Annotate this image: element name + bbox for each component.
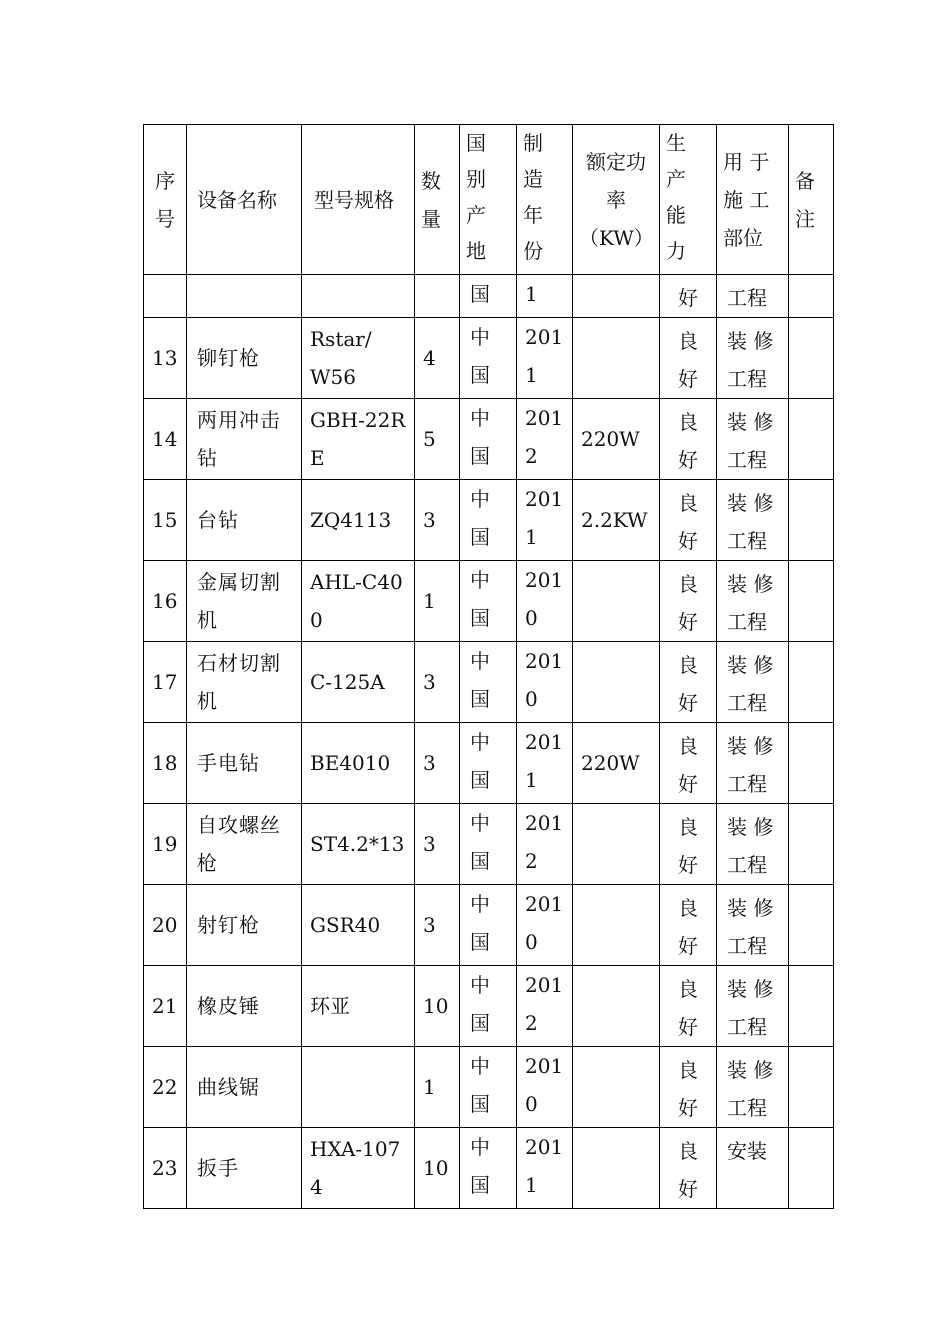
cell-qty: 3 [415, 885, 460, 966]
cell-seq: 19 [144, 804, 187, 885]
cell-year: 201 0 [517, 561, 573, 642]
cell-power [573, 642, 660, 723]
header-name: 设备名称 [187, 125, 302, 275]
cell-usage: 装 修 工程 [717, 723, 789, 804]
table-row [144, 275, 834, 318]
cell-name [187, 275, 302, 318]
cell-power: 220W [573, 399, 660, 480]
cell-usage: 工程 [717, 275, 789, 318]
cell-power [573, 885, 660, 966]
cell-seq: 14 [144, 399, 187, 480]
cell-name: 金属切割 机 [187, 561, 302, 642]
cell-note [789, 480, 834, 561]
cell-name: 石材切割 机 [187, 642, 302, 723]
cell-origin: 中 国 [460, 804, 517, 885]
cell-note [789, 723, 834, 804]
cell-origin: 中 国 [460, 480, 517, 561]
header-year: 制 造 年 份 [517, 125, 573, 275]
cell-seq: 23 [144, 1128, 187, 1209]
cell-capacity: 良 好 [660, 1128, 717, 1209]
header-model: 型号规格 [302, 125, 415, 275]
table-row [144, 480, 834, 561]
cell-model: BE4010 [302, 723, 415, 804]
cell-usage: 安装 [717, 1128, 789, 1209]
cell-model: HXA-1074 [302, 1128, 415, 1209]
cell-name: 自攻螺丝 枪 [187, 804, 302, 885]
cell-origin: 中 国 [460, 642, 517, 723]
cell-name: 手电钻 [187, 723, 302, 804]
cell-usage: 装 修 工程 [717, 966, 789, 1047]
cell-name: 台钻 [187, 480, 302, 561]
cell-qty: 10 [415, 1128, 460, 1209]
cell-model [302, 275, 415, 318]
cell-qty: 3 [415, 642, 460, 723]
cell-year: 201 0 [517, 1047, 573, 1128]
cell-year: 1 [517, 275, 573, 318]
cell-model: Rstar/ W56 [302, 318, 415, 399]
cell-qty: 1 [415, 561, 460, 642]
cell-model [302, 1047, 415, 1128]
cell-year: 201 0 [517, 642, 573, 723]
cell-seq: 15 [144, 480, 187, 561]
cell-usage: 装 修 工程 [717, 561, 789, 642]
cell-name: 射钉枪 [187, 885, 302, 966]
cell-origin: 中 国 [460, 318, 517, 399]
cell-note [789, 275, 834, 318]
cell-model: GSR40 [302, 885, 415, 966]
cell-note [789, 1047, 834, 1128]
cell-usage: 装 修 工程 [717, 399, 789, 480]
cell-name: 扳手 [187, 1128, 302, 1209]
cell-seq: 22 [144, 1047, 187, 1128]
cell-capacity: 好 [660, 275, 717, 318]
table-row [144, 399, 834, 480]
cell-capacity: 良 好 [660, 1047, 717, 1128]
cell-origin: 中 国 [460, 399, 517, 480]
cell-qty: 1 [415, 1047, 460, 1128]
cell-model: ZQ4113 [302, 480, 415, 561]
header-seq: 序 号 [144, 125, 187, 275]
cell-capacity: 良 好 [660, 723, 717, 804]
cell-year: 201 0 [517, 885, 573, 966]
cell-seq: 20 [144, 885, 187, 966]
cell-capacity: 良 好 [660, 318, 717, 399]
cell-usage: 装 修 工程 [717, 318, 789, 399]
table-row [144, 804, 834, 885]
header-note: 备 注 [789, 125, 834, 275]
cell-name: 两用冲击 钻 [187, 399, 302, 480]
cell-model: ST4.2*13 [302, 804, 415, 885]
cell-year: 201 2 [517, 804, 573, 885]
cell-model: C-125A [302, 642, 415, 723]
cell-origin: 中 国 [460, 723, 517, 804]
table-row [144, 561, 834, 642]
cell-note [789, 966, 834, 1047]
cell-usage: 装 修 工程 [717, 480, 789, 561]
header-origin: 国 别 产 地 [460, 125, 517, 275]
header-capacity: 生 产 能 力 [660, 125, 717, 275]
cell-usage: 装 修 工程 [717, 1047, 789, 1128]
cell-origin: 中 国 [460, 1047, 517, 1128]
cell-year: 201 2 [517, 399, 573, 480]
cell-model: AHL-C400 [302, 561, 415, 642]
cell-note [789, 804, 834, 885]
cell-seq: 16 [144, 561, 187, 642]
header-usage: 用 于 施 工 部位 [717, 125, 789, 275]
cell-seq: 21 [144, 966, 187, 1047]
table-row [144, 966, 834, 1047]
table-row [144, 318, 834, 399]
cell-origin: 中 国 [460, 1128, 517, 1209]
cell-capacity: 良 好 [660, 642, 717, 723]
cell-qty: 10 [415, 966, 460, 1047]
equipment-table [143, 124, 834, 1209]
cell-power [573, 1047, 660, 1128]
cell-name: 橡皮锤 [187, 966, 302, 1047]
cell-year: 201 1 [517, 723, 573, 804]
cell-year: 201 2 [517, 966, 573, 1047]
cell-capacity: 良 好 [660, 399, 717, 480]
cell-seq: 17 [144, 642, 187, 723]
cell-power: 220W [573, 723, 660, 804]
cell-qty: 3 [415, 480, 460, 561]
cell-model: 环亚 [302, 966, 415, 1047]
cell-qty: 4 [415, 318, 460, 399]
cell-seq: 13 [144, 318, 187, 399]
cell-qty: 3 [415, 723, 460, 804]
cell-note [789, 318, 834, 399]
cell-note [789, 399, 834, 480]
cell-seq: 18 [144, 723, 187, 804]
cell-note [789, 642, 834, 723]
cell-capacity: 良 好 [660, 561, 717, 642]
cell-power [573, 561, 660, 642]
cell-origin: 国 [460, 275, 517, 318]
cell-origin: 中 国 [460, 561, 517, 642]
cell-usage: 装 修 工程 [717, 885, 789, 966]
cell-power [573, 318, 660, 399]
cell-capacity: 良 好 [660, 966, 717, 1047]
cell-qty: 3 [415, 804, 460, 885]
table-row [144, 885, 834, 966]
cell-capacity: 良 好 [660, 885, 717, 966]
cell-capacity: 良 好 [660, 804, 717, 885]
cell-qty [415, 275, 460, 318]
cell-power [573, 275, 660, 318]
cell-note [789, 1128, 834, 1209]
cell-power [573, 966, 660, 1047]
table-row [144, 1047, 834, 1128]
cell-year: 201 1 [517, 318, 573, 399]
cell-qty: 5 [415, 399, 460, 480]
cell-note [789, 561, 834, 642]
table-row [144, 1128, 834, 1209]
cell-name: 曲线锯 [187, 1047, 302, 1128]
table-body [144, 275, 834, 1209]
cell-power [573, 1128, 660, 1209]
cell-origin: 中 国 [460, 885, 517, 966]
cell-year: 201 1 [517, 480, 573, 561]
header-power: 额定功 率 （KW） [573, 125, 660, 275]
header-qty: 数 量 [415, 125, 460, 275]
cell-year: 201 1 [517, 1128, 573, 1209]
cell-power: 2.2KW [573, 480, 660, 561]
cell-power [573, 804, 660, 885]
cell-seq [144, 275, 187, 318]
table-row [144, 723, 834, 804]
cell-origin: 中 国 [460, 966, 517, 1047]
cell-capacity: 良 好 [660, 480, 717, 561]
cell-note [789, 885, 834, 966]
cell-usage: 装 修 工程 [717, 804, 789, 885]
table-row [144, 642, 834, 723]
cell-model: GBH-22RE [302, 399, 415, 480]
cell-usage: 装 修 工程 [717, 642, 789, 723]
table-header-row [144, 125, 834, 275]
cell-name: 铆钉枪 [187, 318, 302, 399]
